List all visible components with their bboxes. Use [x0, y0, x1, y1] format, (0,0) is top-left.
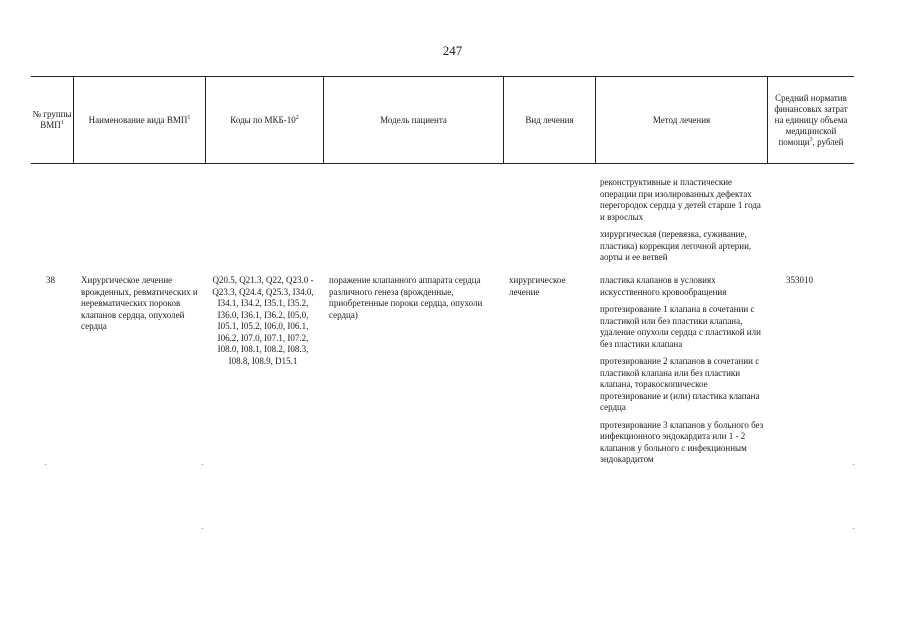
row-vmp-name: Хирургическое лечение врожденных, ревматических и неревматических пороков клапанов сердца, опухолей сердца: [81, 275, 198, 331]
page-number: 247: [442, 43, 463, 58]
header-cost: [768, 77, 854, 163]
footnote-ref: 1: [187, 114, 191, 121]
scan-speck: [202, 464, 203, 465]
header-treatment-type: [504, 77, 595, 163]
scan-speck: [853, 528, 854, 529]
row-treatment-type: хирургическое лечение: [509, 275, 566, 297]
header-icd-codes: [206, 77, 323, 163]
header-treatment-method: [596, 77, 767, 163]
footnote-ref: 2: [295, 114, 299, 121]
footnote-ref: 3: [809, 136, 813, 143]
method-list-above: [600, 177, 764, 264]
method-list-below: [600, 275, 764, 466]
header-vmp-name-text: Наименование вида ВМП: [88, 114, 188, 125]
header-patient-model: [324, 77, 503, 163]
method-item: протезирование 2 клапанов в сочетании с пластикой клапана или без пластики клапана, торакоскопическое протезирование и (или) пластика клапана сердца: [600, 356, 760, 412]
header-patient-model-text: Модель пациента: [380, 114, 447, 125]
row-group-no: 38: [46, 275, 55, 285]
row-cost: 353010: [786, 275, 813, 285]
header-cost-text: Средний норматив финансовых затрат на единицу объема медицинской помощи: [774, 92, 848, 147]
header-treatment-method-text: Метод лечения: [652, 114, 711, 125]
method-item: реконструктивные и пластические операции при изолированных дефектах перегородок сердца у детей старше 1 года и взрослых: [600, 177, 761, 222]
row-patient-model: поражение клапанного аппарата сердца различного генеза (врожденные, приобретенные пороки сердца, опухоли сердца): [329, 275, 483, 320]
method-item: протезирование 3 клапанов у больного без инфекционного эндокардита или 1 - 2 клапанов у больного с инфекционным эндокардитом: [600, 419, 764, 464]
header-treatment-type-text: Вид лечения: [525, 114, 574, 125]
header-vmp-name: [74, 77, 205, 163]
row-icd-codes: Q20.5, Q21.3, Q22, Q23.0 - Q23.3, Q24.4, Q25.3, I34.0, I34.1, I34.2, I35.1, I35.2, I36.0, I36.1, I36.2, I05.0, I05.1, I05.2, I06.0, I06.1, I06.2, I07.0, I07.1, I07.2, I08.0, I08.1, I08.2, I08.3, I08.8, I08.9, D15.1: [212, 275, 314, 366]
footnote-ref: 1: [60, 120, 64, 126]
header-group-no: [31, 77, 73, 163]
header-cost-unit: , рублей: [812, 136, 844, 147]
method-item: хирургическая (перевязка, суживание, пластика) коррекция легочной артерии, аорты и ее ветвей: [600, 229, 752, 262]
header-group-no-text: № группы ВМП: [32, 109, 72, 130]
header-icd-codes-text: Коды по МКБ-10: [230, 114, 296, 125]
method-item: пластика клапанов в условиях искусственного кровообращения: [600, 275, 727, 297]
scan-speck: [853, 464, 854, 465]
scan-speck: [45, 464, 46, 465]
method-item: протезирование 1 клапана в сочетании с пластикой или без пластики клапана, удаление опухоли сердца с пластикой или без пластики клапана: [600, 304, 761, 349]
header-bottom-border: [31, 163, 854, 164]
scan-speck: [202, 528, 203, 529]
